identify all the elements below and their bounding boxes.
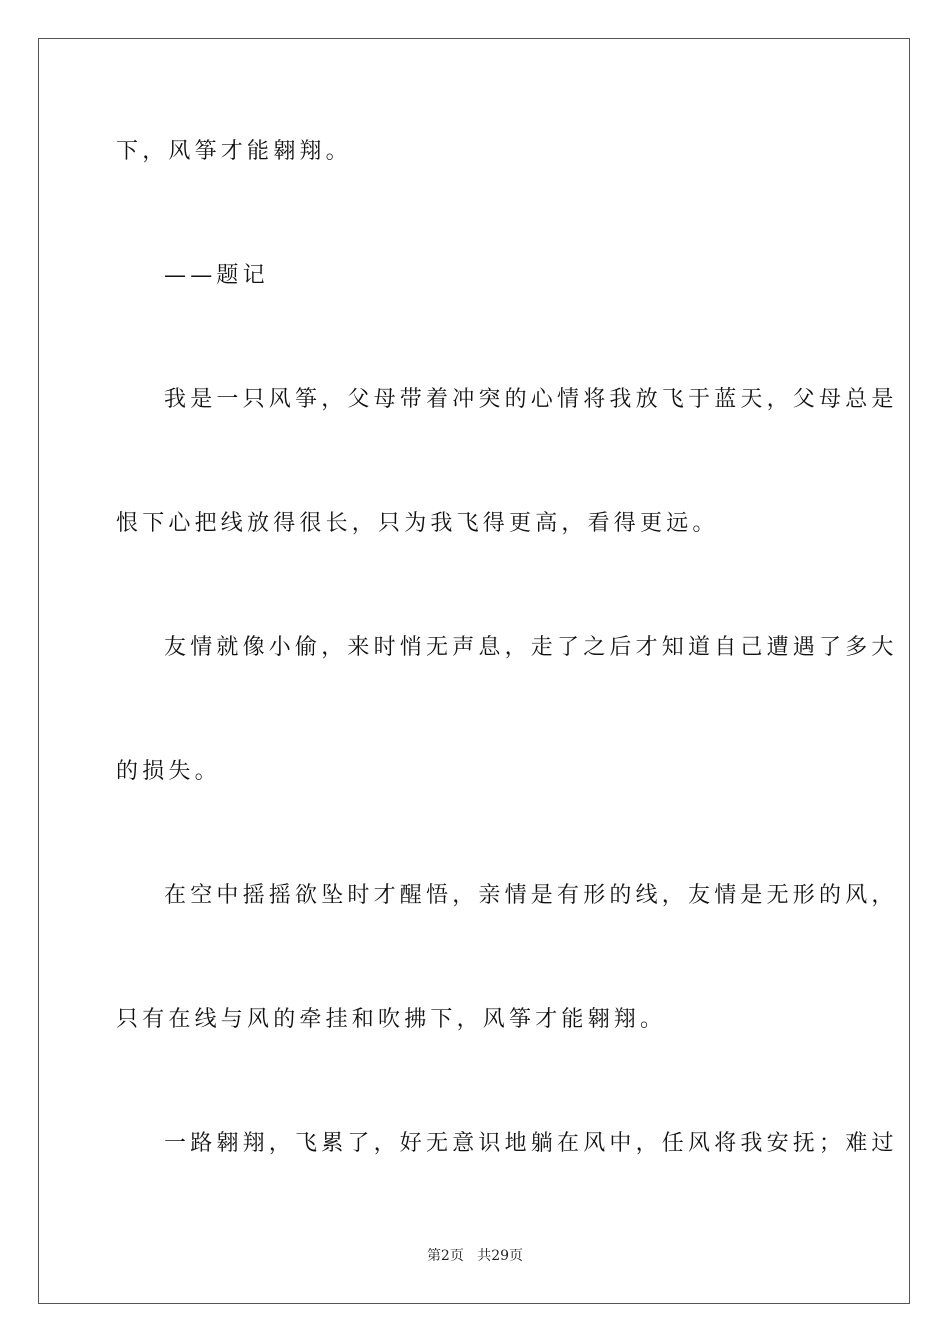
page-frame	[38, 38, 910, 1304]
text-line: 一路翱翔，飞累了，好无意识地躺在风中，任风将我安抚；难过	[164, 1131, 898, 1156]
text-line: 只有在线与风的牵挂和吹拂下，风筝才能翱翔。	[116, 1007, 667, 1032]
page-footer	[0, 1246, 950, 1266]
text-line: 友情就像小偷，来时悄无声息，走了之后才知道自己遭遇了多大	[164, 635, 898, 660]
text-line: 我是一只风筝，父母带着冲突的心情将我放飞于蓝天，父母总是	[164, 387, 898, 412]
text-line: 下，风筝才能翱翔。	[116, 139, 352, 164]
page-total: 共29页	[477, 1248, 524, 1264]
page-number: 第2页	[426, 1248, 464, 1264]
text-line: 在空中摇摇欲坠时才醒悟，亲情是有形的线，友情是无形的风，	[164, 883, 898, 908]
text-line: 的损失。	[116, 759, 221, 784]
text-line: ——题记	[164, 263, 269, 288]
text-line: 恨下心把线放得很长，只为我飞得更高，看得更远。	[116, 511, 719, 536]
